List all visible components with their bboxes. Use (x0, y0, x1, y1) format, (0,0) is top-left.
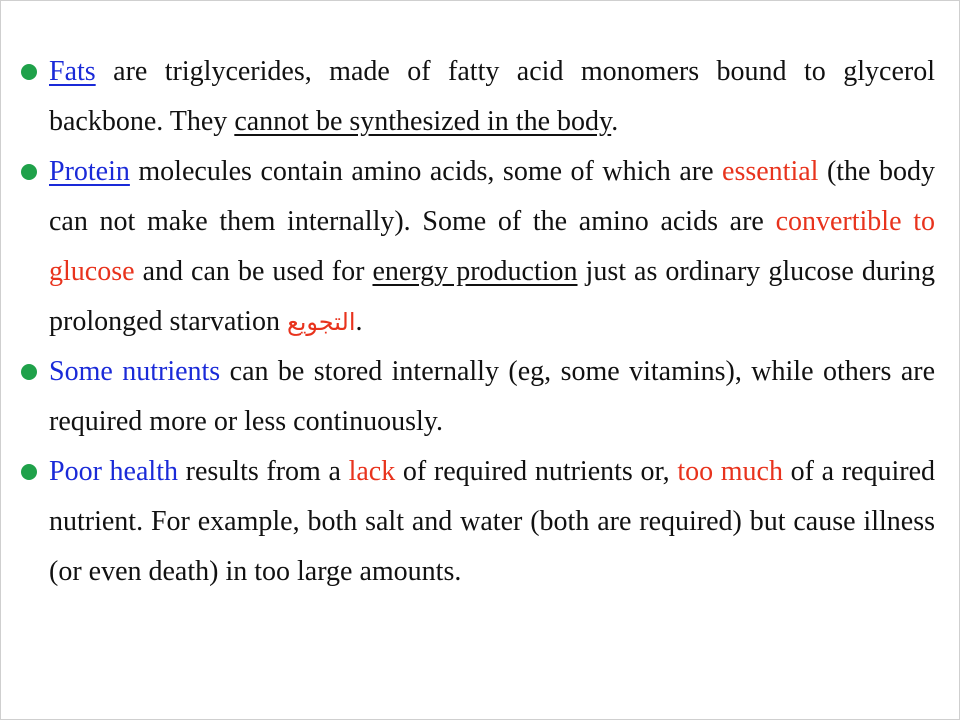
poor-health-text-2: of required nutrients or, (395, 456, 678, 487)
protein-term: Protein (49, 156, 130, 187)
bullet-dot-icon (21, 164, 37, 180)
bullet-poor-health (21, 447, 935, 597)
lack-term: lack (348, 456, 396, 487)
protein-text-4: just as ordinary glucose during prolonged starvation (49, 256, 935, 337)
protein-text-5: . (355, 306, 363, 337)
fats-underlined-text: cannot be synthesized in the body (234, 106, 612, 137)
essential-term: essential (722, 156, 819, 187)
bullet-list (21, 47, 935, 597)
too-much-term: too much (677, 456, 783, 487)
convertible-term: convertible to glucose (49, 206, 935, 287)
bullet-nutrients (21, 347, 935, 447)
nutrients-text: can be stored internally (eg, some vitamins), while others are required more or less continuously. (49, 356, 935, 437)
arabic-starvation-term: التجويع (286, 308, 356, 336)
energy-production-term: energy production (372, 256, 578, 287)
protein-text-3: and can be used for (134, 256, 373, 287)
bullet-dot-icon (21, 364, 37, 380)
fats-text: are triglycerides, made of fatty acid monomers bound to glycerol backbone. They (49, 56, 935, 137)
nutrients-term: Some nutrients (49, 356, 221, 387)
bullet-dot-icon (21, 64, 37, 80)
poor-health-text-3: of a required nutrient. For example, both salt and water (both are required) but cause illness (or even death) in too large amounts. (49, 456, 936, 587)
poor-health-text-1: results from a (177, 456, 349, 487)
protein-text-1: molecules contain amino acids, some of which are (129, 156, 723, 187)
fats-text-end: . (611, 106, 619, 137)
poor-health-term: Poor health (49, 456, 178, 487)
protein-text-2: (the body can not make them internally). Some of the amino acids are (49, 156, 935, 237)
bullet-dot-icon (21, 464, 37, 480)
bullet-fats (21, 47, 935, 147)
fats-term: Fats (49, 56, 96, 87)
bullet-protein (21, 147, 935, 347)
